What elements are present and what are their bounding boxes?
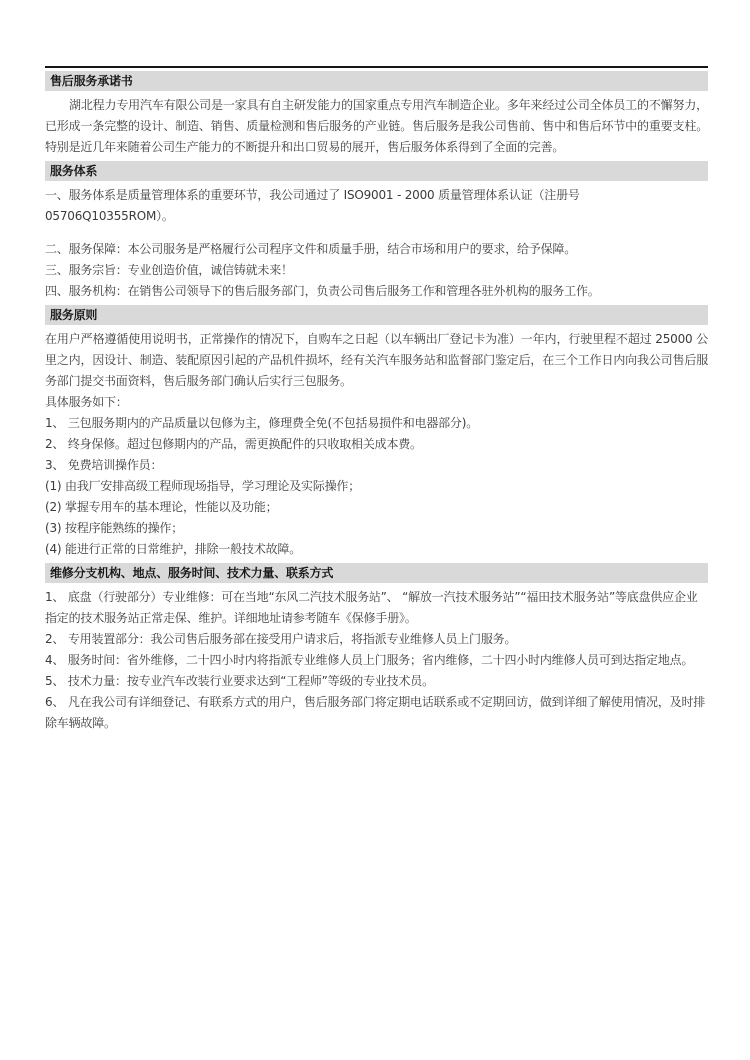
service-system-list xyxy=(45,185,708,302)
list-item: 1、 三包服务期内的产品质量以包修为主，修理费全免(不包括易损件和电器部分)。 xyxy=(45,416,479,430)
list-item: 2、 专用装置部分：我公司售后服务部在接受用户请求后，将指派专业维修人员上门服务。 xyxy=(45,632,517,646)
intro-paragraph: 湖北程力专用汽车有限公司是一家具有自主研发能力的国家重点专用汽车制造企业。多年来经过公司全体员工的不懈努力，已形成一条完整的设计、制造、销售、质量检测和售后服务的产业链。售后服务是我公司售前、售中和售后环节中的重要支柱。特别是近几年来随着公司生产能力的不断提升和出口贸易的展开，售后服务体系得到了全面的完善。 xyxy=(45,98,708,154)
list-item: 四、服务机构：在销售公司领导下的售后服务部门，负责公司售后服务工作和管理各驻外机构的服务工作。 xyxy=(45,284,600,298)
service-principles-lead: 在用户严格遵循使用说明书，正常操作的情况下，自购车之日起（以车辆出厂登记卡为准）一年内，行驶里程不超过 25000 公里之内，因设计、制造、装配原因引起的产品机件损坏，经有关汽车服务站和监督部门鉴定后，在三个工作日内向我公司售后服务部门提交书面资料，售后服务部门确认后实行三包服务。 xyxy=(45,332,708,388)
repair-branches-list xyxy=(45,587,708,734)
section-heading-label: 服务原则 xyxy=(50,308,98,322)
list-item: 6、 凡在我公司有详细登记、有联系方式的用户，售后服务部门将定期电话联系或不定期回访，做到详细了解使用情况，及时排除车辆故障。 xyxy=(45,695,706,730)
list-item: 2、 终身保修。超过包修期内的产品，需更换配件的只收取相关成本费。 xyxy=(45,437,422,451)
document-page xyxy=(45,66,708,734)
top-rule-divider xyxy=(45,66,708,68)
list-intro: 具体服务如下： xyxy=(45,395,128,409)
document-title: 售后服务承诺书 xyxy=(50,74,133,88)
sub-list-item: (1) 由我厂安排高级工程师现场指导，学习理论及实际操作； xyxy=(45,479,361,493)
sub-list-item: (2) 掌握专用车的基本理论，性能以及功能； xyxy=(45,500,278,514)
section-heading-service-principles xyxy=(45,305,708,325)
list-item: 3、 免费培训操作员： xyxy=(45,458,163,472)
list-item: 5、 技术力量：按专业汽车改装行业要求达到“工程师”等级的专业技术员。 xyxy=(45,674,434,688)
list-item: 三、服务宗旨：专业创造价值，诚信铸就未来！ xyxy=(45,263,293,277)
sub-list-item: (3) 按程序能熟练的操作； xyxy=(45,521,184,535)
sub-list-item: (4) 能进行正常的日常维护，排除一般技术故障。 xyxy=(45,542,302,556)
section-heading-repair-branches xyxy=(45,563,708,583)
service-principles-list xyxy=(45,392,708,560)
section-heading-service-system xyxy=(45,161,708,181)
list-item: 4、 服务时间：省外维修，二十四小时内将指派专业维修人员上门服务；省内维修，二十四小时内维修人员可到达指定地点。 xyxy=(45,653,694,667)
section-heading-label: 服务体系 xyxy=(50,164,98,178)
section-heading-label: 维修分支机构、地点、服务时间、技术力量、联系方式 xyxy=(50,566,334,580)
list-item: 二、服务保障：本公司服务是严格履行公司程序文件和质量手册，结合市场和用户的要求，给予保障。 xyxy=(45,242,577,256)
list-item: 1、 底盘（行驶部分）专业维修：可在当地“东风二汽技术服务站”、 “解放一汽技术服务站”“福田技术服务站”等底盘供应企业指定的技术服务站正常走保、维护。详细地址请参考随车《保修手册》。 xyxy=(45,590,698,625)
list-item: 一、服务体系是质量管理体系的重要环节，我公司通过了 ISO9001 - 2000 质量管理体系认证（注册号 05706Q10355ROM）。 xyxy=(45,188,580,223)
document-title-bar xyxy=(45,71,708,91)
